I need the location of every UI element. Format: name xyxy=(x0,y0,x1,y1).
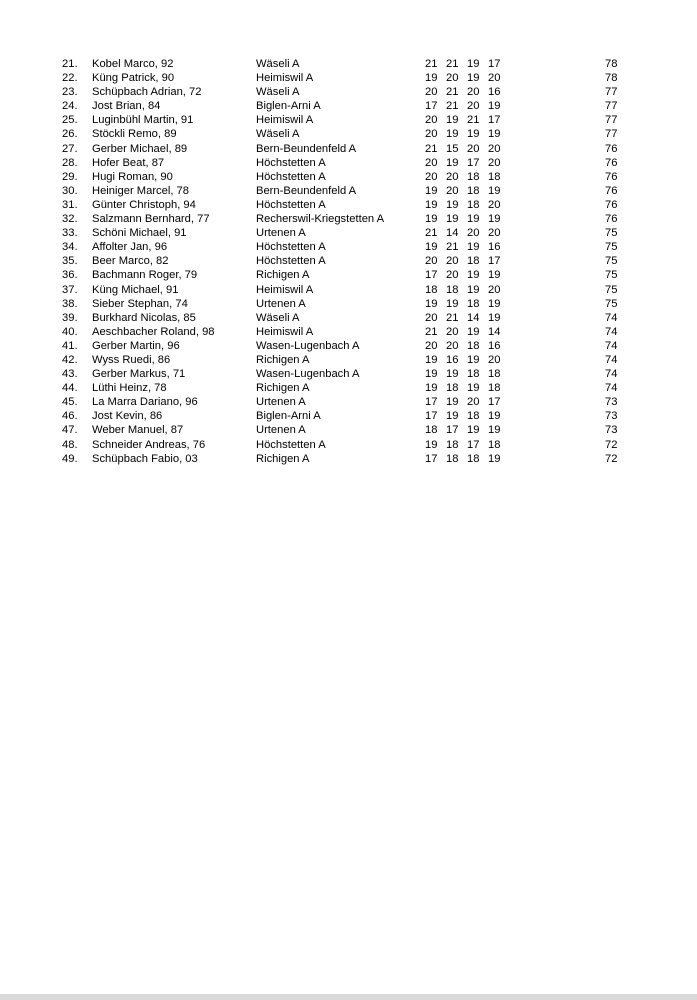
series-3-score: 19 xyxy=(467,424,480,437)
series-4-score: 16 xyxy=(488,86,501,99)
rank-cell: 29. xyxy=(62,170,78,183)
series-2-score: 19 xyxy=(446,156,459,169)
shooter-name-cell: Schöni Michael, 91 xyxy=(92,227,187,240)
series-1-score: 19 xyxy=(425,368,438,381)
series-3-score: 19 xyxy=(467,269,480,282)
club-cell: Heimiswil A xyxy=(256,325,314,338)
result-row xyxy=(0,423,697,437)
series-1-score: 20 xyxy=(425,255,438,268)
result-row xyxy=(0,283,697,297)
result-row xyxy=(0,226,697,240)
total-score: 77 xyxy=(605,114,618,127)
series-4-score: 18 xyxy=(488,170,501,183)
result-row xyxy=(0,297,697,311)
total-score: 76 xyxy=(605,184,618,197)
shooter-name-cell: Schüpbach Adrian, 72 xyxy=(92,86,202,99)
club-cell: Urtenen A xyxy=(256,227,306,240)
series-4-score: 20 xyxy=(488,198,501,211)
shooter-name-cell: La Marra Dariano, 96 xyxy=(92,396,198,409)
shooter-name-cell: Küng Patrick, 90 xyxy=(92,72,175,85)
total-score: 74 xyxy=(605,339,618,352)
series-1-score: 20 xyxy=(425,311,438,324)
series-2-score: 20 xyxy=(446,325,459,338)
shooter-name-cell: Burkhard Nicolas, 85 xyxy=(92,311,196,324)
series-1-score: 17 xyxy=(425,410,438,423)
club-cell: Wäseli A xyxy=(256,311,300,324)
series-2-score: 19 xyxy=(446,213,459,226)
series-4-score: 19 xyxy=(488,269,501,282)
series-1-score: 17 xyxy=(425,452,438,465)
series-4-score: 19 xyxy=(488,297,501,310)
series-2-score: 19 xyxy=(446,368,459,381)
club-cell: Wasen-Lugenbach A xyxy=(256,339,360,352)
total-score: 76 xyxy=(605,142,618,155)
series-2-score: 21 xyxy=(446,58,459,70)
total-score: 74 xyxy=(605,311,618,324)
club-cell: Urtenen A xyxy=(256,396,306,409)
series-1-score: 20 xyxy=(425,114,438,127)
series-1-score: 17 xyxy=(425,100,438,113)
club-cell: Höchstetten A xyxy=(256,198,326,211)
results-list xyxy=(0,57,697,466)
club-cell: Wäseli A xyxy=(256,86,300,99)
result-row xyxy=(0,113,697,127)
series-3-score: 19 xyxy=(467,72,480,85)
series-3-score: 20 xyxy=(467,142,480,155)
result-row xyxy=(0,438,697,452)
series-2-score: 20 xyxy=(446,269,459,282)
series-1-score: 20 xyxy=(425,170,438,183)
series-4-score: 16 xyxy=(488,339,501,352)
rank-cell: 22. xyxy=(62,72,78,85)
rank-cell: 48. xyxy=(62,438,78,451)
club-cell: Wasen-Lugenbach A xyxy=(256,368,360,381)
total-score: 74 xyxy=(605,325,618,338)
result-row xyxy=(0,170,697,184)
series-1-score: 17 xyxy=(425,396,438,409)
series-1-score: 18 xyxy=(425,424,438,437)
club-cell: Richigen A xyxy=(256,452,310,465)
series-3-score: 18 xyxy=(467,339,480,352)
rank-cell: 21. xyxy=(62,58,78,70)
series-3-score: 18 xyxy=(467,368,480,381)
club-cell: Wäseli A xyxy=(256,58,300,70)
total-score: 74 xyxy=(605,368,618,381)
total-score: 78 xyxy=(605,72,618,85)
series-2-score: 21 xyxy=(446,86,459,99)
series-1-score: 19 xyxy=(425,297,438,310)
shooter-name-cell: Gerber Michael, 89 xyxy=(92,142,188,155)
shooter-name-cell: Hugi Roman, 90 xyxy=(92,170,173,183)
total-score: 76 xyxy=(605,156,618,169)
club-cell: Höchstetten A xyxy=(256,255,326,268)
shooter-name-cell: Küng Michael, 91 xyxy=(92,283,179,296)
series-2-score: 18 xyxy=(446,283,459,296)
series-2-score: 19 xyxy=(446,396,459,409)
club-cell: Richigen A xyxy=(256,382,310,395)
series-2-score: 20 xyxy=(446,170,459,183)
total-score: 72 xyxy=(605,438,618,451)
total-score: 74 xyxy=(605,382,618,395)
series-1-score: 21 xyxy=(425,142,438,155)
club-cell: Wäseli A xyxy=(256,128,300,141)
club-cell: Urtenen A xyxy=(256,297,306,310)
result-row xyxy=(0,240,697,254)
shooter-name-cell: Schüpbach Fabio, 03 xyxy=(92,452,198,465)
shooter-name-cell: Lüthi Heinz, 78 xyxy=(92,382,167,395)
series-3-score: 21 xyxy=(467,114,480,127)
series-3-score: 17 xyxy=(467,438,480,451)
shooter-name-cell: Aeschbacher Roland, 98 xyxy=(92,325,215,338)
result-row xyxy=(0,268,697,282)
club-cell: Recherswil-Kriegstetten A xyxy=(256,213,385,226)
series-4-score: 14 xyxy=(488,325,501,338)
result-row xyxy=(0,452,697,466)
shooter-name-cell: Affolter Jan, 96 xyxy=(92,241,168,254)
result-row xyxy=(0,184,697,198)
series-3-score: 17 xyxy=(467,156,480,169)
series-4-score: 19 xyxy=(488,213,501,226)
result-row xyxy=(0,254,697,268)
series-3-score: 19 xyxy=(467,325,480,338)
result-row xyxy=(0,156,697,170)
series-1-score: 20 xyxy=(425,156,438,169)
result-row xyxy=(0,71,697,85)
rank-cell: 42. xyxy=(62,353,78,366)
shooter-name-cell: Gerber Martin, 96 xyxy=(92,339,180,352)
total-score: 76 xyxy=(605,170,618,183)
series-3-score: 18 xyxy=(467,297,480,310)
series-2-score: 18 xyxy=(446,452,459,465)
total-score: 77 xyxy=(605,128,618,141)
series-2-score: 19 xyxy=(446,410,459,423)
series-3-score: 19 xyxy=(467,382,480,395)
series-4-score: 20 xyxy=(488,72,501,85)
shooter-name-cell: Wyss Ruedi, 86 xyxy=(92,353,171,366)
rank-cell: 30. xyxy=(62,184,78,197)
rank-cell: 26. xyxy=(62,128,78,141)
series-4-score: 19 xyxy=(488,452,501,465)
series-2-score: 15 xyxy=(446,142,459,155)
result-row xyxy=(0,142,697,156)
series-4-score: 19 xyxy=(488,410,501,423)
rank-cell: 36. xyxy=(62,269,78,282)
shooter-name-cell: Stöckli Remo, 89 xyxy=(92,128,177,141)
club-cell: Bern-Beundenfeld A xyxy=(256,184,357,197)
result-row xyxy=(0,311,697,325)
series-4-score: 18 xyxy=(488,368,501,381)
series-4-score: 19 xyxy=(488,311,501,324)
series-4-score: 19 xyxy=(488,100,501,113)
series-3-score: 20 xyxy=(467,100,480,113)
result-row xyxy=(0,395,697,409)
total-score: 73 xyxy=(605,410,618,423)
series-3-score: 20 xyxy=(467,227,480,240)
series-4-score: 17 xyxy=(488,255,501,268)
series-3-score: 18 xyxy=(467,170,480,183)
shooter-name-cell: Kobel Marco, 92 xyxy=(92,58,174,70)
series-1-score: 19 xyxy=(425,198,438,211)
series-4-score: 18 xyxy=(488,438,501,451)
club-cell: Bern-Beundenfeld A xyxy=(256,142,357,155)
series-1-score: 18 xyxy=(425,283,438,296)
club-cell: Heimiswil A xyxy=(256,283,314,296)
club-cell: Biglen-Arni A xyxy=(256,100,321,113)
rank-cell: 34. xyxy=(62,241,78,254)
rank-cell: 47. xyxy=(62,424,78,437)
series-4-score: 17 xyxy=(488,396,501,409)
series-4-score: 18 xyxy=(488,382,501,395)
result-row xyxy=(0,409,697,423)
series-4-score: 20 xyxy=(488,283,501,296)
club-cell: Richigen A xyxy=(256,353,310,366)
series-1-score: 17 xyxy=(425,269,438,282)
total-score: 75 xyxy=(605,241,618,254)
series-4-score: 20 xyxy=(488,227,501,240)
total-score: 74 xyxy=(605,353,618,366)
club-cell: Höchstetten A xyxy=(256,156,326,169)
series-1-score: 19 xyxy=(425,438,438,451)
series-1-score: 19 xyxy=(425,72,438,85)
series-1-score: 20 xyxy=(425,339,438,352)
rank-cell: 38. xyxy=(62,297,78,310)
series-3-score: 20 xyxy=(467,86,480,99)
series-3-score: 18 xyxy=(467,184,480,197)
rank-cell: 25. xyxy=(62,114,78,127)
series-1-score: 20 xyxy=(425,128,438,141)
rank-cell: 33. xyxy=(62,227,78,240)
series-2-score: 18 xyxy=(446,438,459,451)
club-cell: Heimiswil A xyxy=(256,114,314,127)
rank-cell: 44. xyxy=(62,382,78,395)
rank-cell: 32. xyxy=(62,213,78,226)
result-row xyxy=(0,127,697,141)
shooter-name-cell: Heiniger Marcel, 78 xyxy=(92,184,190,197)
total-score: 75 xyxy=(605,269,618,282)
total-score: 72 xyxy=(605,452,618,465)
shooter-name-cell: Jost Brian, 84 xyxy=(92,100,161,113)
series-4-score: 17 xyxy=(488,58,501,70)
series-4-score: 20 xyxy=(488,156,501,169)
series-2-score: 17 xyxy=(446,424,459,437)
total-score: 75 xyxy=(605,297,618,310)
result-row xyxy=(0,353,697,367)
series-3-score: 19 xyxy=(467,353,480,366)
rank-cell: 49. xyxy=(62,452,78,465)
series-3-score: 18 xyxy=(467,452,480,465)
series-3-score: 19 xyxy=(467,128,480,141)
bottom-bar xyxy=(0,994,697,1000)
shooter-name-cell: Günter Christoph, 94 xyxy=(92,198,196,211)
shooter-name-cell: Bachmann Roger, 79 xyxy=(92,269,198,282)
series-3-score: 20 xyxy=(467,396,480,409)
total-score: 75 xyxy=(605,283,618,296)
total-score: 75 xyxy=(605,227,618,240)
rank-cell: 45. xyxy=(62,396,78,409)
series-4-score: 16 xyxy=(488,241,501,254)
series-4-score: 20 xyxy=(488,142,501,155)
rank-cell: 41. xyxy=(62,339,78,352)
shooter-name-cell: Jost Kevin, 86 xyxy=(92,410,163,423)
series-2-score: 18 xyxy=(446,382,459,395)
result-row xyxy=(0,325,697,339)
club-cell: Urtenen A xyxy=(256,424,306,437)
result-row xyxy=(0,99,697,113)
series-1-score: 19 xyxy=(425,213,438,226)
series-1-score: 19 xyxy=(425,184,438,197)
series-3-score: 18 xyxy=(467,198,480,211)
shooter-name-cell: Hofer Beat, 87 xyxy=(92,156,165,169)
rank-cell: 35. xyxy=(62,255,78,268)
series-1-score: 21 xyxy=(425,227,438,240)
series-4-score: 19 xyxy=(488,184,501,197)
series-2-score: 20 xyxy=(446,339,459,352)
total-score: 76 xyxy=(605,213,618,226)
total-score: 76 xyxy=(605,198,618,211)
result-row xyxy=(0,57,697,71)
series-3-score: 18 xyxy=(467,255,480,268)
series-2-score: 19 xyxy=(446,297,459,310)
total-score: 73 xyxy=(605,396,618,409)
series-2-score: 16 xyxy=(446,353,459,366)
rank-cell: 46. xyxy=(62,410,78,423)
result-row xyxy=(0,339,697,353)
result-row xyxy=(0,381,697,395)
series-2-score: 21 xyxy=(446,311,459,324)
series-3-score: 19 xyxy=(467,241,480,254)
series-2-score: 21 xyxy=(446,241,459,254)
series-2-score: 14 xyxy=(446,227,459,240)
series-2-score: 20 xyxy=(446,255,459,268)
rank-cell: 23. xyxy=(62,86,78,99)
club-cell: Höchstetten A xyxy=(256,170,326,183)
series-3-score: 19 xyxy=(467,283,480,296)
series-1-score: 19 xyxy=(425,382,438,395)
series-2-score: 19 xyxy=(446,128,459,141)
rank-cell: 27. xyxy=(62,142,78,155)
shooter-name-cell: Beer Marco, 82 xyxy=(92,255,169,268)
result-row xyxy=(0,85,697,99)
total-score: 75 xyxy=(605,255,618,268)
series-1-score: 20 xyxy=(425,86,438,99)
total-score: 78 xyxy=(605,58,618,70)
rank-cell: 31. xyxy=(62,198,78,211)
shooter-name-cell: Weber Manuel, 87 xyxy=(92,424,184,437)
rank-cell: 24. xyxy=(62,100,78,113)
series-3-score: 19 xyxy=(467,58,480,70)
shooter-name-cell: Schneider Andreas, 76 xyxy=(92,438,206,451)
club-cell: Heimiswil A xyxy=(256,72,314,85)
series-2-score: 20 xyxy=(446,184,459,197)
rank-cell: 37. xyxy=(62,283,78,296)
series-1-score: 19 xyxy=(425,353,438,366)
series-2-score: 21 xyxy=(446,100,459,113)
series-2-score: 20 xyxy=(446,72,459,85)
result-row xyxy=(0,367,697,381)
shooter-name-cell: Salzmann Bernhard, 77 xyxy=(92,213,210,226)
shooter-name-cell: Luginbühl Martin, 91 xyxy=(92,114,194,127)
series-4-score: 17 xyxy=(488,114,501,127)
series-2-score: 19 xyxy=(446,114,459,127)
rank-cell: 39. xyxy=(62,311,78,324)
rank-cell: 43. xyxy=(62,368,78,381)
result-row xyxy=(0,198,697,212)
club-cell: Biglen-Arni A xyxy=(256,410,321,423)
club-cell: Höchstetten A xyxy=(256,438,326,451)
series-4-score: 20 xyxy=(488,353,501,366)
rank-cell: 40. xyxy=(62,325,78,338)
club-cell: Höchstetten A xyxy=(256,241,326,254)
series-1-score: 19 xyxy=(425,241,438,254)
shooter-name-cell: Gerber Markus, 71 xyxy=(92,368,186,381)
series-3-score: 14 xyxy=(467,311,480,324)
series-3-score: 19 xyxy=(467,213,480,226)
series-1-score: 21 xyxy=(425,325,438,338)
total-score: 77 xyxy=(605,86,618,99)
rank-cell: 28. xyxy=(62,156,78,169)
total-score: 77 xyxy=(605,100,618,113)
series-2-score: 19 xyxy=(446,198,459,211)
result-row xyxy=(0,212,697,226)
series-4-score: 19 xyxy=(488,424,501,437)
series-1-score: 21 xyxy=(425,58,438,70)
club-cell: Richigen A xyxy=(256,269,310,282)
series-4-score: 19 xyxy=(488,128,501,141)
series-3-score: 18 xyxy=(467,410,480,423)
shooter-name-cell: Sieber Stephan, 74 xyxy=(92,297,188,310)
total-score: 73 xyxy=(605,424,618,437)
